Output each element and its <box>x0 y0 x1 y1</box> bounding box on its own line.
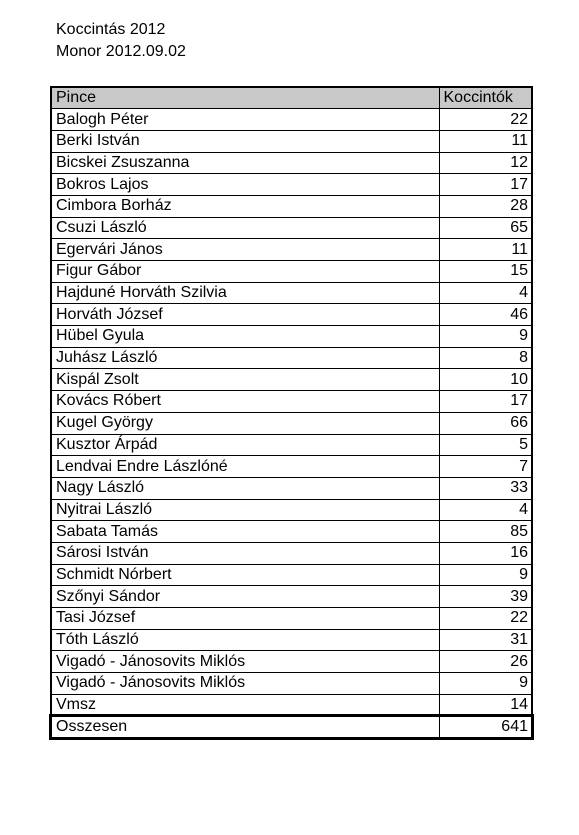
cell-koccintok: 28 <box>439 195 532 217</box>
cell-koccintok: 85 <box>439 521 532 543</box>
cell-koccintok: 46 <box>439 304 532 326</box>
cell-pince: Sárosi István <box>51 542 439 564</box>
table-row <box>51 304 532 326</box>
document-subtitle: Monor 2012.09.02 <box>56 43 186 60</box>
cell-pince: Bokros Lajos <box>51 174 439 196</box>
cell-pince: Kispál Zsolt <box>51 369 439 391</box>
cell-koccintok: 9 <box>439 673 532 695</box>
table-row <box>51 629 532 651</box>
total-row <box>51 716 532 738</box>
document-title: Koccintás 2012 <box>56 21 166 38</box>
table-row <box>51 217 532 239</box>
column-header-pince: Pince <box>51 87 439 109</box>
table-row <box>51 694 532 716</box>
cell-koccintok: 11 <box>439 239 532 261</box>
table-row <box>51 195 532 217</box>
cell-pince: Tasi József <box>51 608 439 630</box>
cell-pince: Csuzi László <box>51 217 439 239</box>
cell-pince: Vmsz <box>51 694 439 716</box>
cell-pince: Nagy László <box>51 477 439 499</box>
cell-pince: Egervári János <box>51 239 439 261</box>
table-row <box>51 477 532 499</box>
table-row <box>51 282 532 304</box>
table-row <box>51 434 532 456</box>
table-row <box>51 239 532 261</box>
cell-pince: Schmidt Nórbert <box>51 564 439 586</box>
cell-pince: Balogh Péter <box>51 109 439 131</box>
table-row <box>51 347 532 369</box>
cell-pince: Vigadó - Jánosovits Miklós <box>51 651 439 673</box>
cell-pince: Kusztor Árpád <box>51 434 439 456</box>
cell-koccintok: 22 <box>439 608 532 630</box>
cell-pince: Kugel György <box>51 412 439 434</box>
cell-koccintok: 33 <box>439 477 532 499</box>
table-row <box>51 564 532 586</box>
cell-koccintok: 39 <box>439 586 532 608</box>
data-table <box>50 86 533 739</box>
cell-koccintok: 9 <box>439 326 532 348</box>
table-row <box>51 456 532 478</box>
cell-koccintok: 17 <box>439 391 532 413</box>
table-row <box>51 174 532 196</box>
cell-koccintok: 17 <box>439 174 532 196</box>
cell-koccintok: 12 <box>439 152 532 174</box>
table-row <box>51 130 532 152</box>
cell-pince: Berki István <box>51 130 439 152</box>
table-row <box>51 673 532 695</box>
cell-pince: Juhász László <box>51 347 439 369</box>
table-row <box>51 261 532 283</box>
table-row <box>51 369 532 391</box>
cell-koccintok: 11 <box>439 130 532 152</box>
table-row <box>51 608 532 630</box>
cell-koccintok: 31 <box>439 629 532 651</box>
table-header-row <box>51 87 532 109</box>
cell-koccintok: 66 <box>439 412 532 434</box>
cell-koccintok: 4 <box>439 499 532 521</box>
cell-pince: Tóth László <box>51 629 439 651</box>
cell-pince: Szőnyi Sándor <box>51 586 439 608</box>
cell-koccintok: 10 <box>439 369 532 391</box>
cell-pince: Bicskei Zsuszanna <box>51 152 439 174</box>
cell-pince: Figur Gábor <box>51 261 439 283</box>
cell-koccintok: 9 <box>439 564 532 586</box>
cell-koccintok: 65 <box>439 217 532 239</box>
cell-pince: Kovács Róbert <box>51 391 439 413</box>
cell-pince: Hübel Gyula <box>51 326 439 348</box>
cell-koccintok: 14 <box>439 694 532 716</box>
cell-koccintok: 8 <box>439 347 532 369</box>
table-row <box>51 326 532 348</box>
cell-pince: Lendvai Endre Lászlóné <box>51 456 439 478</box>
cell-pince: Hajduné Horváth Szilvia <box>51 282 439 304</box>
cell-koccintok: 7 <box>439 456 532 478</box>
cell-koccintok: 16 <box>439 542 532 564</box>
cell-pince: Nyitrai László <box>51 499 439 521</box>
table-row <box>51 586 532 608</box>
cell-koccintok: 4 <box>439 282 532 304</box>
cell-koccintok: 22 <box>439 109 532 131</box>
table-row <box>51 391 532 413</box>
cell-pince: Sabata Tamás <box>51 521 439 543</box>
cell-pince: Cimbora Borház <box>51 195 439 217</box>
column-header-koccintok: Koccintók <box>439 87 532 109</box>
table-row <box>51 521 532 543</box>
total-label: Osszesen <box>51 716 439 738</box>
table-row <box>51 542 532 564</box>
cell-pince: Horváth József <box>51 304 439 326</box>
table-row <box>51 152 532 174</box>
table-row <box>51 412 532 434</box>
cell-pince: Vigadó - Jánosovits Miklós <box>51 673 439 695</box>
cell-koccintok: 15 <box>439 261 532 283</box>
table-row <box>51 109 532 131</box>
cell-koccintok: 26 <box>439 651 532 673</box>
table-row <box>51 651 532 673</box>
total-value: 641 <box>439 716 532 738</box>
cell-koccintok: 5 <box>439 434 532 456</box>
table-row <box>51 499 532 521</box>
